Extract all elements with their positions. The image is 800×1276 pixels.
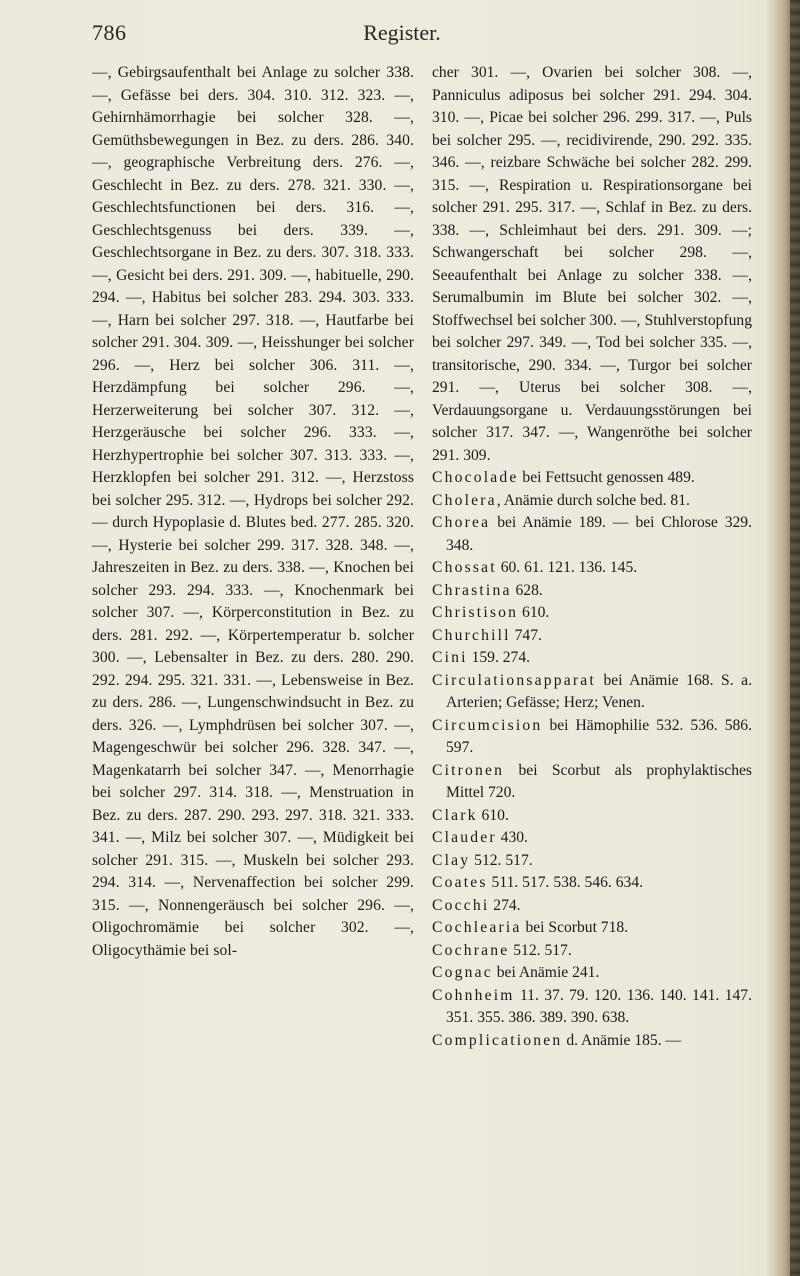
index-entry xyxy=(432,647,752,670)
entry-references: 60. 61. 121. 136. 145. xyxy=(496,559,638,576)
right-column xyxy=(432,62,752,1052)
entry-headword: Chocolade xyxy=(432,469,519,486)
index-entry xyxy=(432,557,752,580)
entry-headword: Clay xyxy=(432,851,471,869)
entry-references: 512. 517. xyxy=(470,851,533,869)
entry-references: , Anämie durch solche bed. 81. xyxy=(496,491,690,509)
entry-references: 512. 517. xyxy=(509,941,572,959)
entry-headword: Circumcision xyxy=(432,716,543,734)
entry-headword: Clauder xyxy=(432,829,497,846)
entry-references: 610. xyxy=(518,604,550,621)
entry-references: bei Scorbut als prophylaktisches Mittel 720. xyxy=(446,761,752,801)
entry-references: 747. xyxy=(510,626,542,644)
running-head xyxy=(92,20,712,48)
index-entry xyxy=(432,895,752,918)
entry-headword: Chossat xyxy=(432,559,497,576)
index-entry xyxy=(432,962,752,985)
index-entry xyxy=(432,715,752,760)
right-column-continuation: cher 301. —, Ovarien bei solcher 308. —, Panniculus adiposus bei solcher 291. 294. 304. 310. —, Picae bei solcher 296. 299. 317. —, Puls bei solcher 295. —, recidivirende, 290. 292. 335. 346. —, reizbare Schwäche bei solcher 282. 299. 315. —, Respiration u. Respirationsorgane bei solcher 291. 295. 317. —, Schlaf in Bez. zu ders. 338. —, Schleimhaut bei ders. 291. 309. —; Schwangerschaft bei solcher 298. —, Seeaufenthalt bei Anlage zu solcher 338. —, Serumalbumin im Blute bei solcher 302. —, Stoffwechsel bei solcher 300. —, Stuhlverstopfung bei solcher 297. 349. —, Tod bei solcher 335. —, transitorische, 290. 334. —, Turgor bei solcher 291. —, Uterus bei solcher 308. —, Verdauungsorgane u. Verdauungsstörungen bei solcher 317. 347. —, Wangenröthe bei solcher 291. 309. xyxy=(432,64,752,464)
entry-references: d. Anämie 185. — xyxy=(562,1031,682,1049)
index-entry xyxy=(432,805,752,828)
entry-headword: Christison xyxy=(432,604,519,621)
entry-references: 511. 517. 538. 546. 634. xyxy=(487,874,644,891)
entry-headword: Chorea xyxy=(432,514,491,531)
entry-references: 430. xyxy=(496,829,528,846)
entry-headword: Cognac xyxy=(432,964,493,981)
entry-references: 11. 37. 79. 120. 136. 140. 141. 147. 351. 355. 386. 389. 390. 638. xyxy=(446,986,752,1026)
entry-headword: Cohnheim xyxy=(432,986,515,1004)
index-entry xyxy=(432,512,752,557)
index-entry xyxy=(432,760,752,805)
index-entry xyxy=(432,827,752,850)
entry-references: bei Hämophilie 532. 536. 586. 597. xyxy=(446,716,752,756)
page-title: Register. xyxy=(363,20,441,45)
entry-headword: Coates xyxy=(432,874,488,891)
index-entry xyxy=(432,602,752,625)
entry-headword: Complicationen xyxy=(432,1031,563,1049)
entry-references: bei Fettsucht genossen 489. xyxy=(518,469,695,486)
index-entry xyxy=(432,1030,752,1053)
entry-headword: Circulationsapparat xyxy=(432,671,596,689)
entry-headword: Churchill xyxy=(432,626,511,644)
entry-references: 628. xyxy=(511,581,543,599)
index-entry xyxy=(432,580,752,603)
entry-headword: Clark xyxy=(432,806,478,824)
entry-headword: Cholera xyxy=(432,491,497,509)
index-entry xyxy=(432,872,752,895)
entry-references: bei Anämie 241. xyxy=(492,964,600,981)
entry-headword: Citronen xyxy=(432,761,505,779)
left-column xyxy=(92,62,414,962)
binding-shadow xyxy=(790,0,800,1276)
entry-headword: Cochrane xyxy=(432,941,510,959)
entry-headword: Cini xyxy=(432,649,468,666)
entry-references: 159. 274. xyxy=(467,649,531,666)
index-entry xyxy=(432,940,752,963)
index-entry xyxy=(432,917,752,940)
entry-references: bei Scorbut 718. xyxy=(521,919,629,936)
index-entry xyxy=(432,850,752,873)
index-entry xyxy=(432,670,752,715)
left-column-text: —, Gebirgsaufenthalt bei Anlage zu solcher 338. —, Gefässe bei ders. 304. 310. 312. 323. —, Gehirnhämorrhagie bei solcher 328. —, Gemüthsbewegungen in Bez. zu ders. 286. 340. —, geographische Verbreitung ders. 276. —, Geschlecht in Bez. zu ders. 278. 321. 330. —, Geschlechtsfunctionen bei ders. 316. —, Geschlechtsgenuss bei ders. 339. —, Geschlechtsorgane in Bez. zu ders. 307. 318. 333. —, Gesicht bei ders. 291. 309. —, habituelle, 290. 294. —, Habitus bei solcher 283. 294. 303. 333. —, Harn bei solcher 297. 318. —, Hautfarbe bei solcher 291. 304. 309. —, Heisshunger bei solcher 296. —, Herz bei solcher 306. 311. —, Herzdämpfung bei solcher 296. —, Herzerweiterung bei solcher 307. 312. —, Herzgeräusche bei solcher 296. 333. —, Herzhypertrophie bei solcher 307. 313. 333. —, Herzklopfen bei solcher 291. 312. —, Herzstoss bei solcher 295. 312. —, Hydrops bei solcher 292. — durch Hypoplasie d. Blutes bed. 277. 285. 320. —, Hysterie bei solcher 299. 317. 328. 348. —, Jahreszeiten in Bez. zu ders. 338. —, Knochen bei solcher 293. 294. 333. —, Knochenmark bei solcher 307. —, Körperconstitution in Bez. zu ders. 281. 292. —, Körpertemperatur b. solcher 300. —, Lebensalter in Bez. zu ders. 280. 290. 292. 294. 295. 321. 331. —, Lebensweise in Bez. zu ders. 286. —, Lungenschwindsucht in Bez. zu ders. 326. —, Lymphdrüsen bei solcher 307. —, Magengeschwür bei solcher 296. 328. 347. —, Magenkatarrh bei solcher 347. —, Menorrhagie bei solcher 297. 314. 318. —, Menstruation in Bez. zu ders. 287. 290. 293. 297. 318. 321. 333. 341. —, Milz bei solcher 307. —, Müdigkeit bei solcher 291. 315. —, Muskeln bei solcher 293. 294. 314. —, Nervenaffection bei solcher 299. 315. —, Nonnengeräusch bei solcher 296. —, Oligochromämie bei solcher 302. —, Oligocythämie bei sol- xyxy=(92,64,414,959)
index-entry xyxy=(432,467,752,490)
entry-references: bei Anämie 189. — bei Chlorose 329. 348. xyxy=(446,514,752,554)
index-entries xyxy=(432,467,752,1052)
index-entry xyxy=(432,625,752,648)
index-entry xyxy=(432,490,752,513)
index-entry xyxy=(432,985,752,1030)
entry-headword: Chrastina xyxy=(432,581,512,599)
entry-headword: Cochlearia xyxy=(432,919,522,936)
entry-headword: Cocchi xyxy=(432,896,490,914)
page-number: 786 xyxy=(92,20,127,45)
entry-references: 610. xyxy=(477,806,509,824)
entry-references: 274. xyxy=(489,896,521,914)
entry-references: bei Anämie 168. S. a. Arterien; Gefässe; Herz; Venen. xyxy=(446,671,752,711)
